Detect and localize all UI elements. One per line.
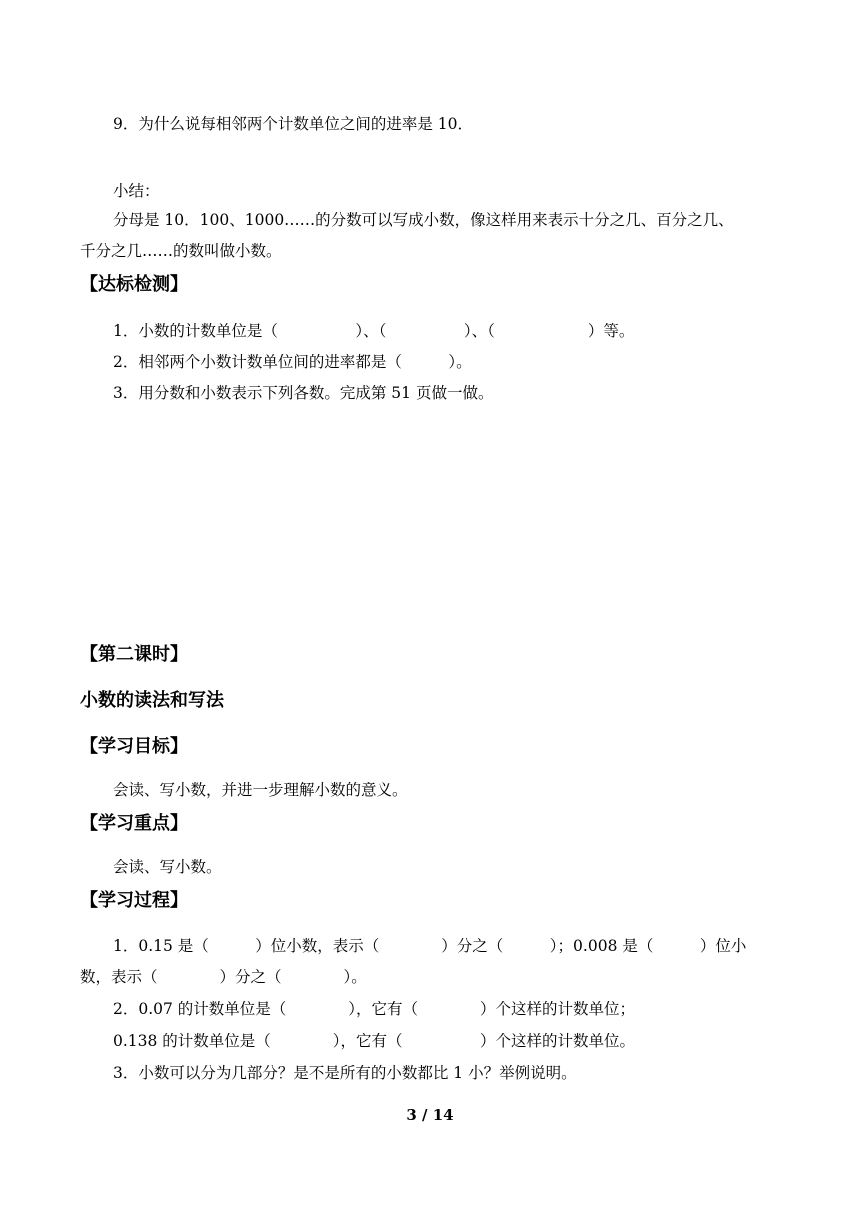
heading-process: 【学习过程】 (80, 890, 188, 911)
page-number: 3 / 14 (406, 1106, 454, 1124)
question-9: 9．为什么说每相邻两个计数单位之间的进率是 10． (113, 115, 474, 133)
process-item-2b: 0.138 的计数单位是（ ），它有（ ）个这样的计数单位。 (113, 1032, 636, 1050)
test-item-1: 1．小数的计数单位是（ ）、（ ）、（ ）等。 (113, 322, 635, 340)
heading-key-point: 【学习重点】 (80, 813, 188, 834)
summary-title: 小结： (113, 182, 160, 200)
summary-line-1: 分母是 10．100、1000……的分数可以写成小数，像这样用来表示十分之几、百分之几、 (113, 211, 734, 229)
key-point-text: 会读、写小数。 (113, 858, 222, 876)
process-item-1b: 数，表示（ ）分之（ ）。 (80, 968, 367, 986)
topic-title: 小数的读法和写法 (80, 690, 224, 711)
process-item-3: 3．小数可以分为几部分？是不是所有的小数都比 1 小？举例说明。 (113, 1064, 577, 1082)
process-item-1a: 1．0.15 是（ ）位小数，表示（ ）分之（ ）；0.008 是（ ）位小 (113, 937, 747, 955)
test-item-3: 3．用分数和小数表示下列各数。完成第 51 页做一做。 (113, 384, 494, 402)
process-item-2a: 2．0.07 的计数单位是（ ），它有（ ）个这样的计数单位； (113, 1000, 636, 1018)
test-item-2: 2．相邻两个小数计数单位间的进率都是（ ）。 (113, 353, 472, 371)
summary-line-2: 千分之几……的数叫做小数。 (80, 242, 282, 260)
heading-lesson-2: 【第二课时】 (80, 644, 188, 665)
goal-text: 会读、写小数，并进一步理解小数的意义。 (113, 781, 408, 799)
heading-goal: 【学习目标】 (80, 736, 188, 757)
heading-test: 【达标检测】 (80, 274, 188, 295)
